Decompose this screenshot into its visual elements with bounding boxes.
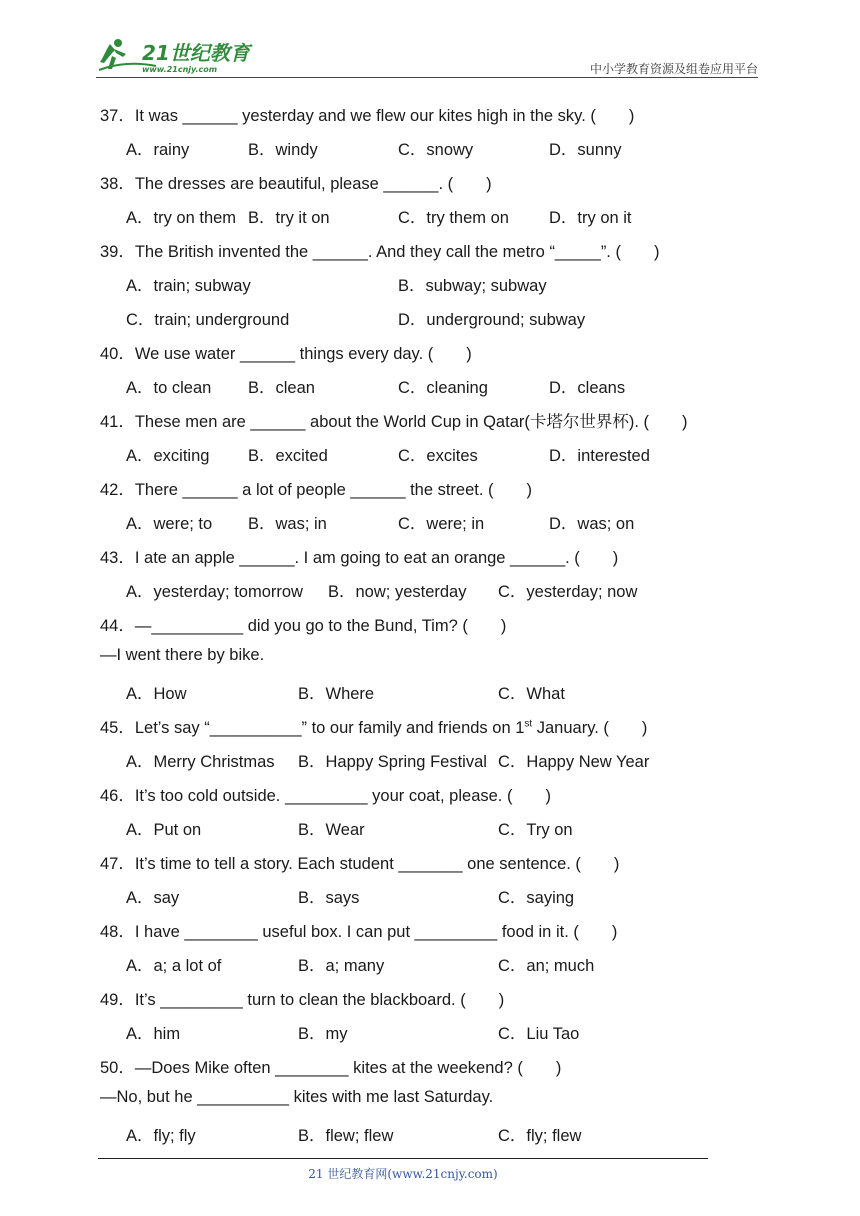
page-header [96,30,758,78]
question-stem: 39．The British invented the ______. And they call the metro “_____”. ( ) [100,243,660,261]
option: D．sunny [549,141,622,159]
footer-site-text[interactable]: 21 世纪教育网(www.21cnjy.com) [308,1167,498,1181]
option: A．to clean [126,379,212,397]
footer-divider [98,1158,708,1159]
option: A．yesterday; tomorrow [126,583,303,601]
option: C．cleaning [398,379,488,397]
question-stem: 49．It’s _________ turn to clean the blackboard. ( ) [100,991,505,1009]
option: B．says [298,889,360,907]
option: A．rainy [126,141,190,159]
option: C．an; much [498,957,595,975]
option: C．Liu Tao [498,1025,580,1043]
option: B．flew; flew [298,1127,394,1145]
option: C．Try on [498,821,573,839]
option: D．was; on [549,515,635,533]
option: C．yesterday; now [498,583,638,601]
option: A．Put on [126,821,202,839]
runner-logo-icon [96,36,266,78]
question-stem: 44．—__________ did you go to the Bund, Tim? ( ) [100,617,507,635]
header-platform-text: 中小学教育资源及组卷应用平台 [589,62,758,76]
option: A．exciting [126,447,210,465]
option: A．were; to [126,515,213,533]
option: A．try on them [126,209,237,227]
question-stem: 43．I ate an apple ______. I am going to eat an orange ______. ( ) [100,549,619,567]
question-stem: 38．The dresses are beautiful, please ______. ( ) [100,175,492,193]
option: C．Happy New Year [498,753,650,771]
svg-text:www.21cnjy.com: www.21cnjy.com [142,65,218,74]
question-stem: 46．It’s too cold outside. _________ your coat, please. ( ) [100,787,551,805]
question-stem: 48．I have ________ useful box. I can put _________ food in it. ( ) [100,923,618,941]
option: C．What [498,685,565,703]
site-logo [96,36,266,76]
header-divider [96,77,758,78]
option: D．underground; subway [398,311,586,329]
question-stem: 50．—Does Mike often ________ kites at the weekend? ( ) [100,1059,562,1077]
ordinal-superscript: st [524,718,533,730]
option: A．fly; fly [126,1127,196,1145]
option: B．Happy Spring Festival [298,753,487,771]
option: A．say [126,889,180,907]
option: C．were; in [398,515,485,533]
question-stem: 47．It’s time to tell a story. Each student _______ one sentence. ( ) [100,855,620,873]
option: B．Wear [298,821,365,839]
option: C．train; underground [126,311,290,329]
option: D．interested [549,447,650,465]
option: C．try them on [398,209,509,227]
option: A．How [126,685,187,703]
option: B．subway; subway [398,277,547,295]
question-stem-text: 45．Let’s say “__________” to our family and friends on 1 [100,719,525,737]
option: B．clean [248,379,315,397]
option: D．try on it [549,209,632,227]
svg-text:21世纪教育: 21世纪教育 [142,41,250,65]
option: C．fly; flew [498,1127,582,1145]
option: C．saying [498,889,575,907]
question-stem: 40．We use water ______ things every day. ( ) [100,345,472,363]
option: C．excites [398,447,478,465]
option: C．snowy [398,141,474,159]
option: A．him [126,1025,181,1043]
question-extra-line: —No, but he __________ kites with me last Saturday. [100,1088,494,1106]
question-stem-text: January. ( ) [532,719,648,737]
option: B．windy [248,141,318,159]
option: A．Merry Christmas [126,753,275,771]
option: A．a; a lot of [126,957,222,975]
question-stem: 42．There ______ a lot of people ______ the street. ( ) [100,481,533,499]
option: A．train; subway [126,277,251,295]
question-extra-line: —I went there by bike. [100,646,265,664]
option: B．now; yesterday [328,583,467,601]
question-stem: 37．It was ______ yesterday and we flew our kites high in the sky. ( ) [100,107,635,125]
question-stem: 41．These men are ______ about the World Cup in Qatar(卡塔尔世界杯). ( ) [100,413,688,431]
option: D．cleans [549,379,626,397]
option: B．my [298,1025,348,1043]
option: B．was; in [248,515,327,533]
option: B．Where [298,685,375,703]
option: B．excited [248,447,328,465]
option: B．a; many [298,957,385,975]
option: B．try it on [248,209,330,227]
question-stem [100,714,647,738]
